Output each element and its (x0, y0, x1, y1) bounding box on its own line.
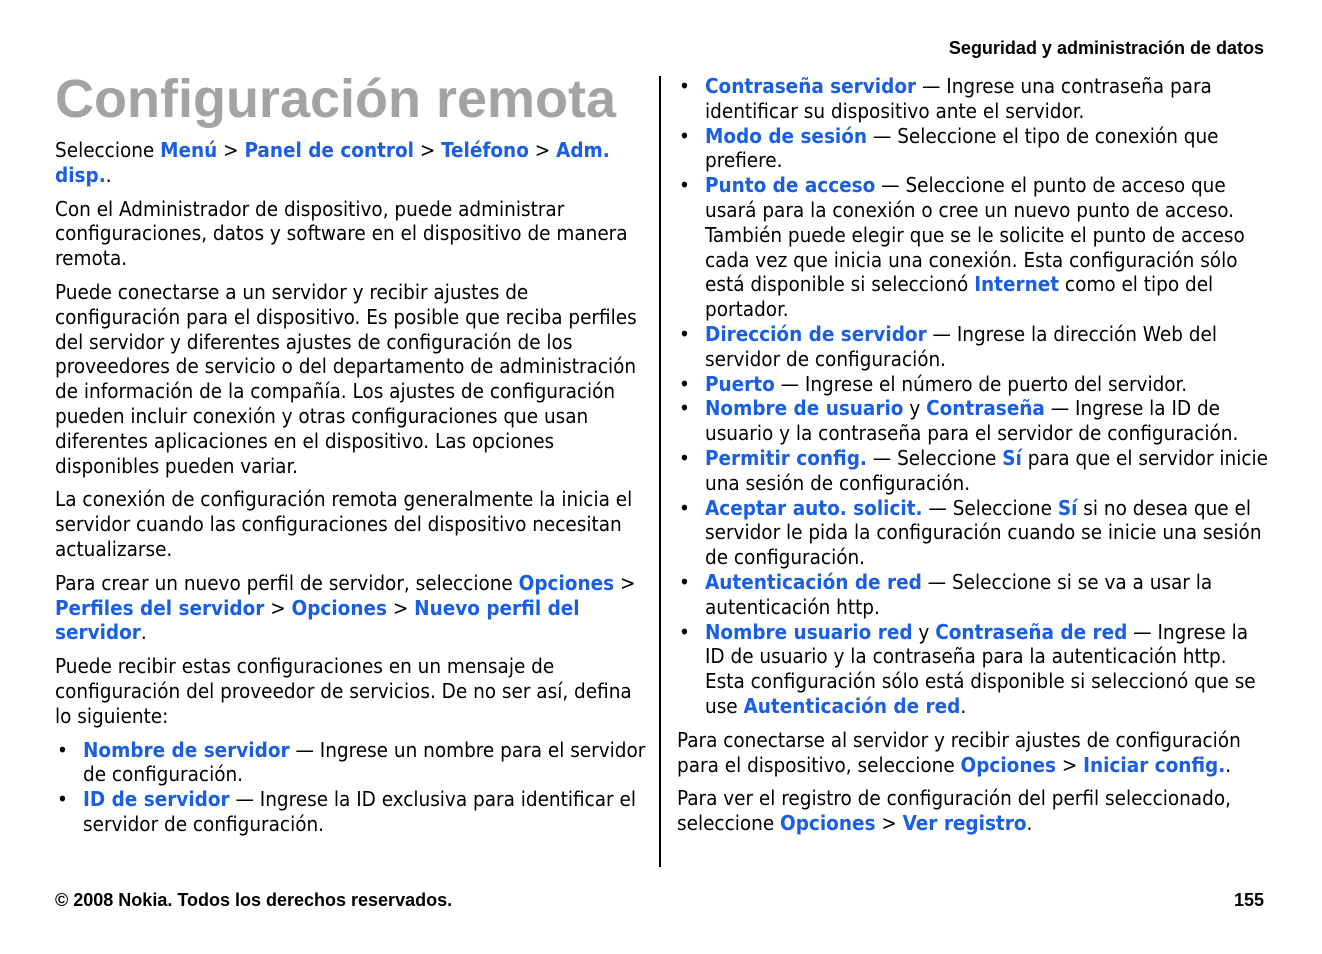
link-opciones[interactable]: Opciones (518, 570, 615, 595)
menu-path-paragraph (55, 138, 647, 188)
separator: > (217, 138, 245, 162)
text: si no desea que el servidor le pida la configuración cuando se inicie una sesión de configuración. (705, 495, 1262, 570)
link-contrasena-de-red[interactable]: Contraseña de red (935, 619, 1128, 644)
link-contrasena-servidor[interactable]: Contraseña servidor (705, 74, 917, 98)
connect-paragraph (677, 728, 1269, 778)
paragraph: Puede recibir estas configuraciones en un mensaje de configuración del proveedor de servicios. De no ser así, defina lo siguiente: (55, 654, 632, 728)
list-item (677, 620, 1269, 719)
link-adm-disp[interactable]: Adm. disp. (55, 138, 610, 187)
separator: > (875, 811, 903, 836)
link-opciones[interactable]: Opciones (960, 752, 1056, 777)
link-aceptar-auto-solicit[interactable]: Aceptar auto. solicit. (705, 495, 923, 520)
text: . (105, 162, 112, 187)
text: y (903, 396, 927, 421)
link-contrasena[interactable]: Contraseña (926, 396, 1045, 421)
text: . (140, 620, 147, 645)
link-telefono[interactable]: Teléfono (441, 138, 529, 162)
list-item (677, 124, 1269, 174)
column-divider (659, 76, 661, 867)
list-item (677, 372, 1269, 397)
page-title: Configuración remota (55, 69, 617, 129)
link-internet[interactable]: Internet (974, 272, 1060, 297)
list-item (677, 570, 1269, 620)
text: — Ingrese el número de puerto del servidor. (774, 371, 1188, 396)
text: — Ingrese una contraseña para identificar su dispositivo ante el servidor. (705, 74, 1212, 123)
copyright-footer: © 2008 Nokia. Todos los derechos reservados. (55, 890, 453, 910)
left-column (55, 138, 647, 846)
separator: > (1055, 752, 1084, 777)
paragraph: Puede conectarse a un servidor y recibir ajustes de configuración para el dispositivo. Es posible que reciba perfiles del servidor y diferentes ajustes de configuración de los proveedores de servicio o del departamento de administración de información de la compañía. Los ajustes de configuración pueden incluir conexión y otras configuraciones que usan diferentes aplicaciones en el dispositivo. Las opciones disponibles pueden variar. (55, 279, 637, 478)
link-autenticacion-de-red[interactable]: Autenticación de red (705, 569, 922, 594)
text: . (960, 693, 967, 718)
list-item (677, 446, 1269, 496)
link-nombre-de-usuario[interactable]: Nombre de usuario (705, 396, 904, 421)
text: — Seleccione (922, 495, 1058, 520)
text: Para ver el registro de configuración del perfil seleccionado, seleccione (677, 786, 1231, 836)
link-puerto[interactable]: Puerto (705, 371, 775, 396)
link-si[interactable]: Sí (1057, 495, 1078, 520)
list-item (677, 322, 1269, 372)
text: Para crear un nuevo perfil de servidor, seleccione (55, 570, 519, 595)
text: como el tipo del portador. (705, 272, 1214, 322)
link-ver-registro[interactable]: Ver registro (902, 811, 1027, 836)
text: para que el servidor inicie una sesión de configuración. (705, 445, 1268, 495)
list-item (677, 74, 1269, 124)
link-iniciar-config[interactable]: Iniciar config. (1083, 752, 1226, 777)
text: . (1225, 752, 1232, 777)
separator: > (386, 595, 415, 620)
link-punto-de-acceso[interactable]: Punto de acceso (705, 173, 876, 198)
list-item (55, 738, 647, 788)
link-menu[interactable]: Menú (160, 138, 218, 162)
text: y (912, 619, 936, 644)
link-id-de-servidor[interactable]: ID de servidor (83, 787, 230, 812)
list-item (677, 396, 1269, 446)
link-perfiles-del-servidor[interactable]: Perfiles del servidor (55, 595, 265, 620)
link-nombre-de-servidor[interactable]: Nombre de servidor (83, 737, 290, 762)
text: Seleccione (55, 138, 161, 162)
text: — Seleccione si se va a usar la autenticación http. (705, 569, 1213, 619)
text: Para conectarse al servidor y recibir ajustes de configuración para el dispositivo, seleccione (677, 727, 1241, 777)
text: — Ingrese la ID de usuario y la contraseña para el servidor de configuración. (705, 396, 1239, 446)
separator: > (264, 595, 292, 620)
page-number: 155 (1233, 890, 1264, 910)
settings-list (677, 74, 1269, 719)
text: — Ingrese un nombre para el servidor de configuración. (83, 737, 646, 787)
paragraph: Con el Administrador de dispositivo, puede administrar configuraciones, datos y software en el dispositivo de manera remota. (55, 196, 628, 271)
separator: > (528, 138, 557, 162)
right-column (677, 74, 1269, 845)
text: — Seleccione el punto de acceso que usará para la conexión o cree un nuevo punto de acceso. También puede elegir que se le solicite el punto de acceso cada vez que inicia una conexión. Esta configuración sólo está disponible si seleccionó (705, 173, 1245, 297)
link-opciones[interactable]: Opciones (291, 595, 387, 620)
text: — Ingrese la ID de usuario y la contraseña para la autenticación http. Esta configuración sólo está disponible si seleccionó que se use (705, 619, 1256, 718)
link-permitir-config[interactable]: Permitir config. (705, 445, 867, 470)
link-autenticacion-de-red[interactable]: Autenticación de red (743, 693, 961, 718)
separator: > (614, 570, 636, 595)
text: . (1026, 811, 1033, 836)
settings-list (55, 738, 647, 837)
section-header: Seguridad y administración de datos (948, 38, 1264, 58)
link-direccion-de-servidor[interactable]: Dirección de servidor (705, 321, 927, 346)
list-item (677, 496, 1269, 570)
list-item (55, 787, 647, 837)
separator: > (414, 138, 442, 162)
text: — Ingrese la ID exclusiva para identificar el servidor de configuración. (83, 787, 636, 836)
text: — Seleccione el tipo de conexión que prefiere. (705, 123, 1219, 173)
paragraph: La conexión de configuración remota generalmente la inicia el servidor cuando las configuraciones del dispositivo necesitan actualizarse. (55, 487, 633, 561)
list-item (677, 173, 1269, 322)
link-nombre-usuario-red[interactable]: Nombre usuario red (705, 619, 913, 644)
new-profile-paragraph (55, 571, 647, 645)
link-nuevo-perfil-del-servidor[interactable]: Nuevo perfil del servidor (55, 595, 580, 645)
text: — Ingrese la dirección Web del servidor de configuración. (705, 321, 1217, 371)
log-paragraph (677, 786, 1269, 836)
link-si[interactable]: Sí (1002, 445, 1022, 470)
text: — Seleccione (866, 445, 1003, 470)
link-opciones[interactable]: Opciones (780, 811, 876, 836)
link-modo-de-sesion[interactable]: Modo de sesión (705, 123, 868, 148)
link-panel-de-control[interactable]: Panel de control (244, 138, 414, 162)
